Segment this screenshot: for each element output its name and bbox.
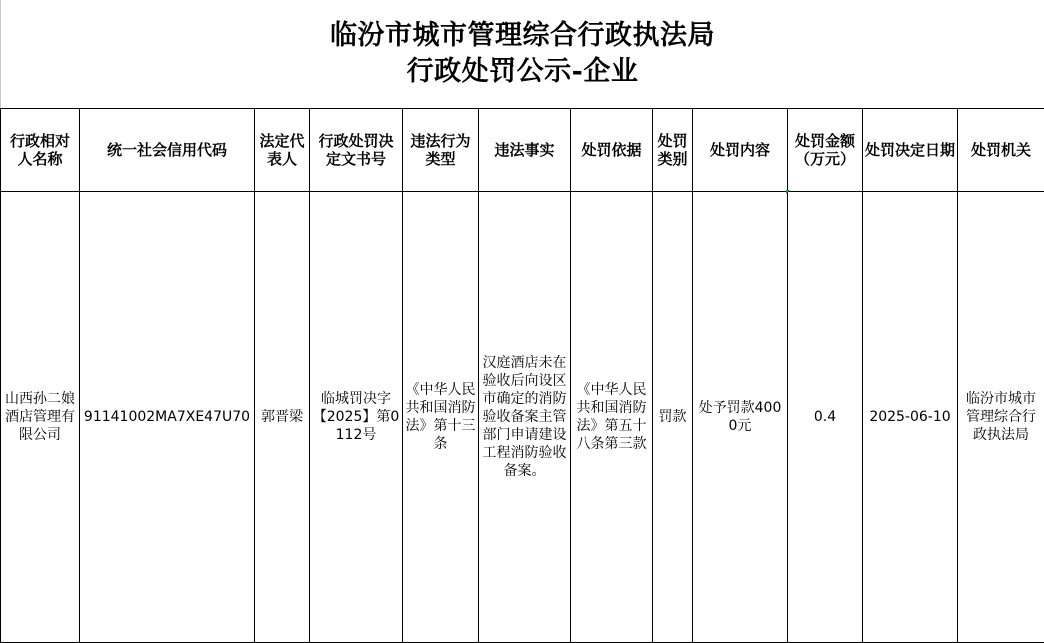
header-authority[interactable]: 处罚机关 [958, 109, 1044, 192]
cell-penalty-amount[interactable]: 0.4 [788, 192, 863, 643]
cell-penalty-basis[interactable]: 《中华人民共和国消防法》第五十八条第三款 [571, 192, 653, 643]
cell-penalty-category[interactable]: 罚款 [653, 192, 693, 643]
cell-decision-no[interactable]: 临城罚决字【2025】第0112号 [310, 192, 403, 643]
header-decision-date[interactable]: 处罚决定日期 [863, 109, 958, 192]
table-row [1, 192, 1044, 643]
header-credit-code[interactable]: 统一社会信用代码 [80, 109, 255, 192]
header-penalty-basis[interactable]: 处罚依据 [571, 109, 653, 192]
cell-authority[interactable]: 临汾市城市管理综合行政执法局 [958, 192, 1044, 643]
penalty-table [0, 108, 1044, 643]
header-penalty-category[interactable]: 处罚类别 [653, 109, 693, 192]
cell-violation-facts[interactable]: 汉庭酒店未在验收后向设区市确定的消防验收备案主管部门申请建设工程消防验收备案。 [479, 192, 571, 643]
title-agency: 临汾市城市管理综合行政执法局 [330, 18, 715, 54]
cell-penalty-content[interactable]: 处予罚款4000元 [693, 192, 788, 643]
title-subtitle: 行政处罚公示-企业 [407, 54, 639, 90]
cell-party-name[interactable]: 山西孙二娘酒店管理有限公司 [1, 192, 80, 643]
cell-comment-marker-icon [786, 190, 790, 194]
header-party-name[interactable]: 行政相对人名称 [1, 109, 80, 192]
cell-violation-type[interactable]: 《中华人民共和国消防法》第十三条 [403, 192, 479, 643]
title-block [0, 0, 1044, 108]
header-penalty-amount[interactable]: 处罚金额（万元） [788, 109, 863, 192]
header-penalty-content[interactable]: 处罚内容 [693, 109, 788, 192]
header-violation-type[interactable]: 违法行为类型 [403, 109, 479, 192]
header-row [1, 109, 1044, 192]
cell-legal-rep[interactable]: 郭晋梁 [255, 192, 310, 643]
header-legal-rep[interactable]: 法定代表人 [255, 109, 310, 192]
cell-decision-date[interactable]: 2025-06-10 [863, 192, 958, 643]
header-decision-no[interactable]: 行政处罚决定文书号 [310, 109, 403, 192]
header-violation-facts[interactable]: 违法事实 [479, 109, 571, 192]
cell-credit-code[interactable]: 91141002MA7XE47U70 [80, 192, 255, 643]
